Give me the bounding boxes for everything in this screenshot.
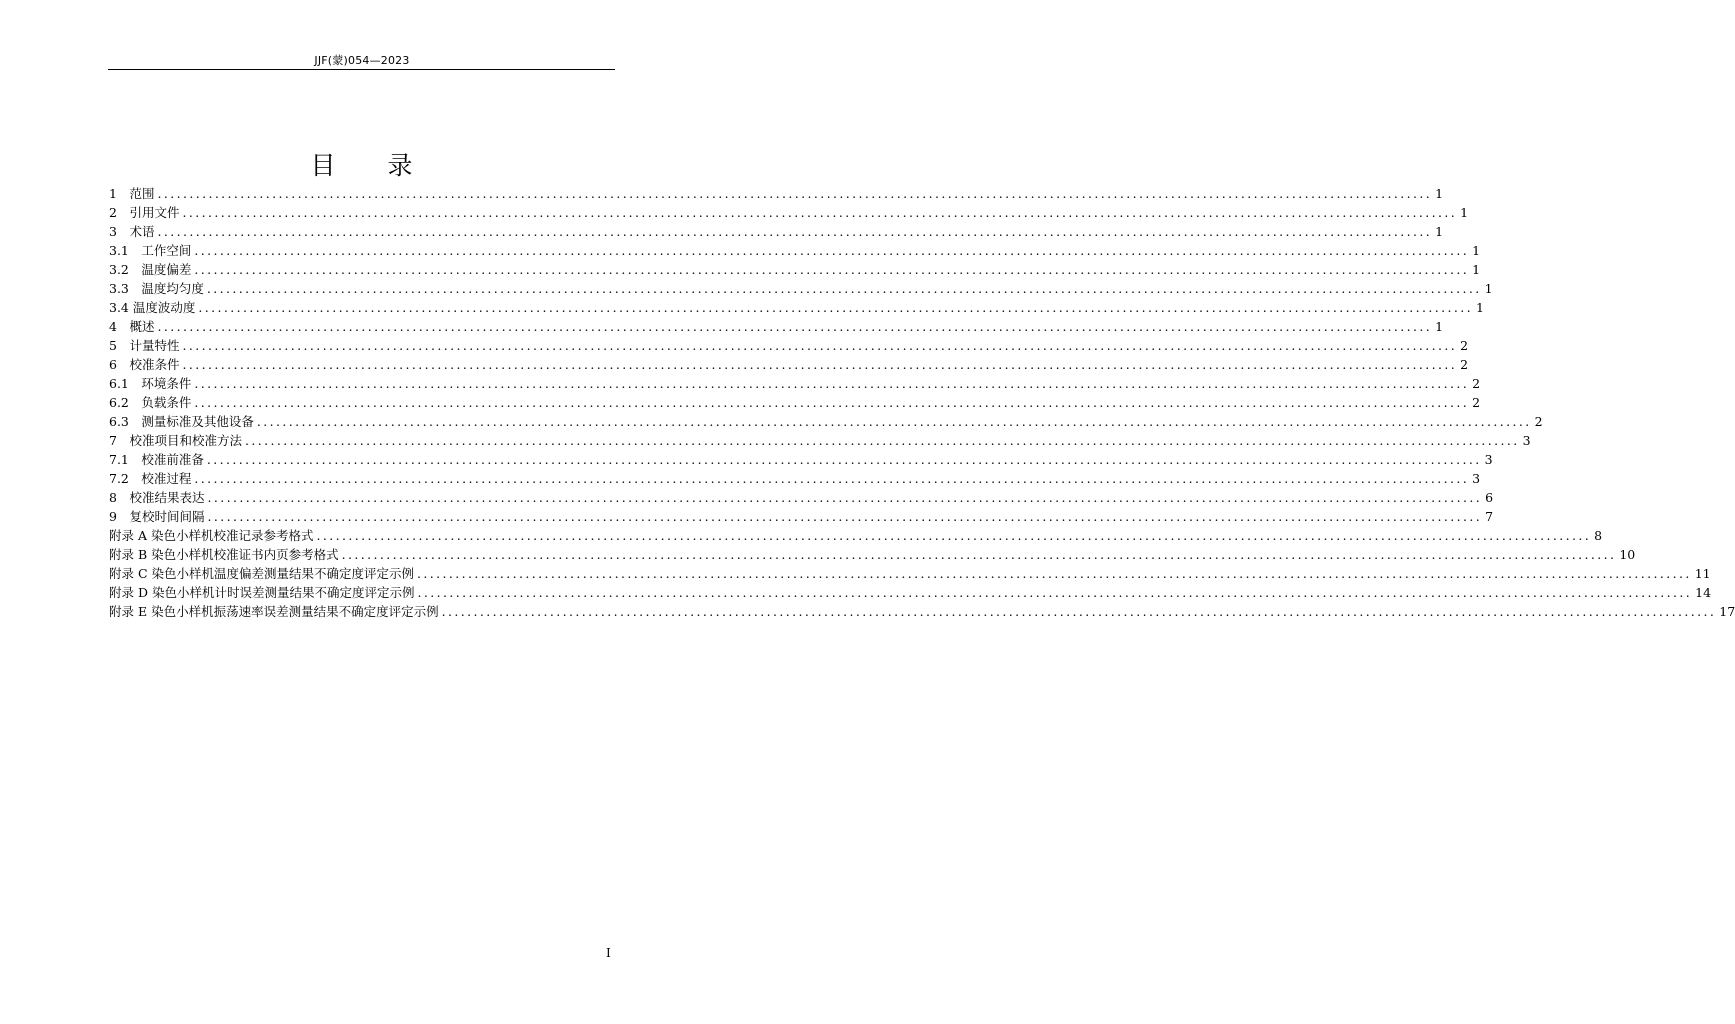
toc-entry[interactable] bbox=[109, 260, 1481, 279]
toc-dot-leader: ........................................................................................................................................................................................................ bbox=[194, 243, 1470, 258]
toc-dot-leader: ........................................................................................................................................................................................................ bbox=[194, 395, 1470, 410]
toc-entry-page: 1 bbox=[1435, 224, 1444, 239]
toc-dot-leader: ........................................................................................................................................................................................................ bbox=[182, 338, 1458, 353]
toc-entry-label: 6.3 测量标准及其他设备 bbox=[109, 414, 254, 429]
toc-entry-label: 附录 B 染色小样机校准证书内页参考格式 bbox=[109, 547, 339, 562]
toc-entry-page: 2 bbox=[1534, 414, 1543, 429]
toc-entry-label: 3.2 温度偏差 bbox=[109, 262, 192, 277]
toc-entry[interactable] bbox=[109, 279, 1493, 298]
toc-entry-page: 10 bbox=[1619, 547, 1636, 562]
toc-entry-page: 1 bbox=[1472, 243, 1481, 258]
toc-entry-label: 3.4 温度波动度 bbox=[109, 300, 196, 315]
toc-entry-page: 3 bbox=[1484, 452, 1493, 467]
toc-entry-page: 1 bbox=[1476, 300, 1484, 315]
toc-entry-page: 3 bbox=[1472, 471, 1481, 486]
toc-entry-label: 6.1 环境条件 bbox=[109, 376, 192, 391]
toc-entry-label: 3 术语 bbox=[109, 224, 155, 239]
toc-entry-page: 1 bbox=[1460, 205, 1469, 220]
toc-entry[interactable] bbox=[109, 355, 1469, 374]
toc-entry-page: 11 bbox=[1694, 566, 1711, 581]
toc-entry[interactable] bbox=[109, 222, 1444, 241]
toc-dot-leader: ........................................................................................................................................................................................................ bbox=[198, 300, 1474, 315]
toc-entry[interactable] bbox=[109, 469, 1481, 488]
toc-entry-page: 6 bbox=[1485, 490, 1494, 505]
toc-entry-page: 2 bbox=[1472, 376, 1481, 391]
toc-entry-label: 附录 E 染色小样机振荡速率误差测量结果不确定度评定示例 bbox=[109, 604, 439, 619]
toc-dot-leader: ........................................................................................................................................................................................................ bbox=[316, 528, 1592, 543]
toc-entry[interactable] bbox=[109, 374, 1481, 393]
running-header: JJF(蒙)054—2023 bbox=[314, 54, 410, 67]
toc-entry[interactable] bbox=[109, 564, 1711, 583]
toc-entry-label: 7 校准项目和校准方法 bbox=[109, 433, 242, 448]
toc-entry-page: 17 bbox=[1719, 604, 1735, 619]
toc-dot-leader: ........................................................................................................................................................................................................ bbox=[441, 604, 1717, 619]
toc-entry-page: 2 bbox=[1460, 357, 1469, 372]
toc-entry[interactable] bbox=[109, 184, 1444, 203]
toc-entry-page: 1 bbox=[1435, 186, 1444, 201]
toc-entry[interactable] bbox=[109, 393, 1481, 412]
toc-entry[interactable] bbox=[109, 298, 1484, 317]
toc-entry-label: 1 范围 bbox=[109, 186, 155, 201]
toc-entry-label: 附录 D 染色小样机计时误差测量结果不确定度评定示例 bbox=[109, 585, 415, 600]
toc-entry-label: 8 校准结果表达 bbox=[109, 490, 205, 505]
toc-entry[interactable] bbox=[109, 602, 1735, 621]
toc-entry[interactable] bbox=[109, 203, 1469, 222]
toc-entry[interactable] bbox=[109, 412, 1543, 431]
toc-dot-leader: ........................................................................................................................................................................................................ bbox=[244, 433, 1520, 448]
toc-dot-leader: ........................................................................................................................................................................................................ bbox=[206, 452, 1482, 467]
toc-entry-label: 附录 A 染色小样机校准记录参考格式 bbox=[109, 528, 314, 543]
toc-dot-leader: ........................................................................................................................................................................................................ bbox=[194, 262, 1470, 277]
page-number: I bbox=[606, 946, 611, 960]
toc-entry[interactable] bbox=[109, 507, 1494, 526]
toc-entry[interactable] bbox=[109, 583, 1712, 602]
toc-dot-leader: ........................................................................................................................................................................................................ bbox=[157, 224, 1433, 239]
toc-dot-leader: ........................................................................................................................................................................................................ bbox=[207, 509, 1483, 524]
toc-dot-leader: ........................................................................................................................................................................................................ bbox=[157, 319, 1433, 334]
toc-entry-page: 3 bbox=[1522, 433, 1531, 448]
toc-entry[interactable] bbox=[109, 545, 1636, 564]
toc-dot-leader: ........................................................................................................................................................................................................ bbox=[417, 585, 1693, 600]
toc-entry-label: 6 校准条件 bbox=[109, 357, 180, 372]
toc-dot-leader: ........................................................................................................................................................................................................ bbox=[182, 357, 1458, 372]
toc-entry[interactable] bbox=[109, 336, 1469, 355]
toc-entry[interactable] bbox=[109, 241, 1481, 260]
toc-dot-leader: ........................................................................................................................................................................................................ bbox=[341, 547, 1617, 562]
toc-entry-label: 7.1 校准前准备 bbox=[109, 452, 204, 467]
toc-dot-leader: ........................................................................................................................................................................................................ bbox=[194, 471, 1470, 486]
toc-entry-label: 2 引用文件 bbox=[109, 205, 180, 220]
toc-dot-leader: ........................................................................................................................................................................................................ bbox=[256, 414, 1532, 429]
toc-entry[interactable] bbox=[109, 431, 1531, 450]
table-of-contents bbox=[109, 184, 1735, 621]
toc-dot-leader: ........................................................................................................................................................................................................ bbox=[157, 186, 1433, 201]
toc-entry-label: 7.2 校准过程 bbox=[109, 471, 192, 486]
toc-entry-label: 3.1 工作空间 bbox=[109, 243, 192, 258]
toc-entry[interactable] bbox=[109, 526, 1603, 545]
toc-entry-page: 2 bbox=[1460, 338, 1469, 353]
toc-entry[interactable] bbox=[109, 317, 1444, 336]
toc-title: 目 录 bbox=[310, 151, 414, 180]
toc-dot-leader: ........................................................................................................................................................................................................ bbox=[206, 281, 1482, 296]
toc-dot-leader: ........................................................................................................................................................................................................ bbox=[194, 376, 1470, 391]
toc-entry[interactable] bbox=[109, 488, 1494, 507]
toc-entry-label: 4 概述 bbox=[109, 319, 155, 334]
toc-dot-leader: ........................................................................................................................................................................................................ bbox=[182, 205, 1458, 220]
toc-dot-leader: ........................................................................................................................................................................................................ bbox=[417, 566, 1692, 581]
toc-entry-page: 8 bbox=[1594, 528, 1603, 543]
toc-entry-label: 附录 C 染色小样机温度偏差测量结果不确定度评定示例 bbox=[109, 566, 415, 581]
toc-entry-page: 1 bbox=[1472, 262, 1481, 277]
toc-entry-page: 1 bbox=[1484, 281, 1493, 296]
toc-entry-page: 7 bbox=[1485, 509, 1494, 524]
toc-entry-page: 1 bbox=[1435, 319, 1444, 334]
toc-entry-label: 3.3 温度均匀度 bbox=[109, 281, 204, 296]
toc-entry-label: 5 计量特性 bbox=[109, 338, 180, 353]
toc-entry-label: 6.2 负载条件 bbox=[109, 395, 192, 410]
toc-entry-label: 9 复校时间间隔 bbox=[109, 509, 205, 524]
toc-entry-page: 14 bbox=[1695, 585, 1712, 600]
toc-entry-page: 2 bbox=[1472, 395, 1481, 410]
toc-dot-leader: ........................................................................................................................................................................................................ bbox=[207, 490, 1483, 505]
toc-entry[interactable] bbox=[109, 450, 1493, 469]
header-rule bbox=[108, 69, 615, 70]
